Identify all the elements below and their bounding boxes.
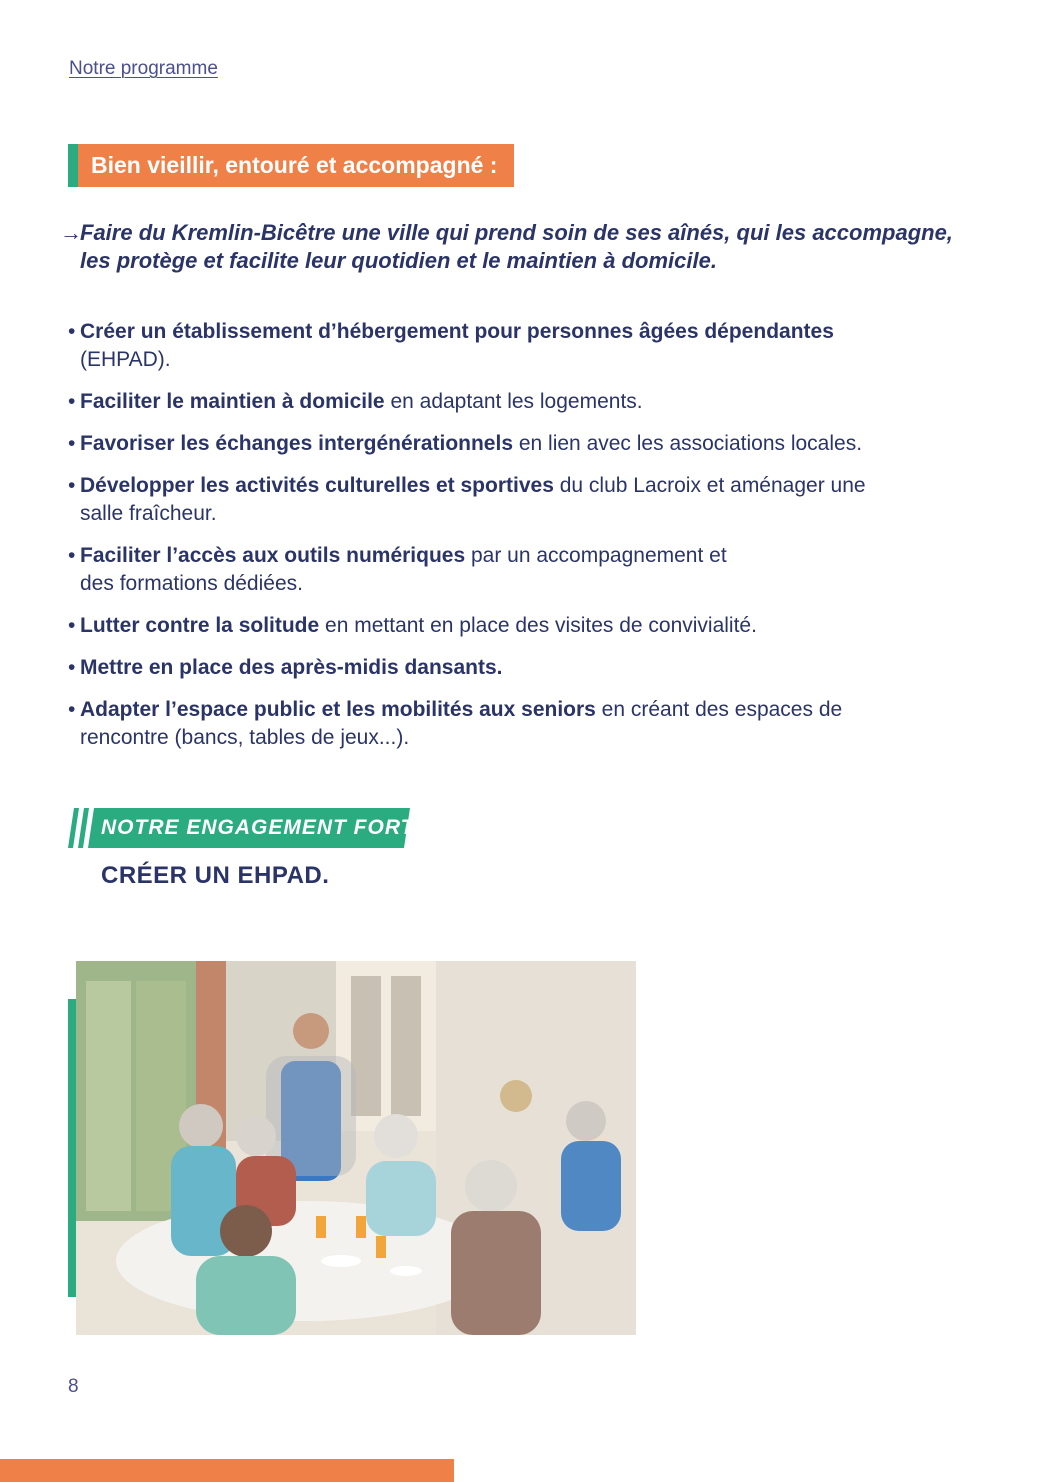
item-rest-text: en créant des espaces de rencontre (bancs, tables de jeux...). (80, 698, 843, 749)
item-strong-text: Lutter contre la solitude (80, 614, 320, 637)
arrow-right-icon: → (60, 220, 82, 245)
intro-statement (60, 219, 960, 275)
item-strong-text: Adapter l’espace public et les mobilités aux seniors (80, 698, 596, 721)
engagement-label: NOTRE ENGAGEMENT FORT : (101, 816, 430, 839)
list-item (68, 696, 868, 752)
item-strong-text: Créer un établissement d’hébergement pour personnes âgées dépendantes (80, 320, 834, 343)
engagement-text: CRÉER UN EHPAD. (101, 862, 330, 889)
intro-line-1: Faire du Kremlin-Bicêtre une ville qui prend soin de ses aînés, qui les accompagne, (80, 220, 953, 245)
item-rest-text: (EHPAD). (80, 348, 171, 371)
list-item (68, 430, 948, 458)
list-item (68, 542, 758, 598)
item-strong-text: Développer les activités culturelles et sportives (80, 474, 554, 497)
list-item (68, 472, 878, 528)
photo-elderly-dining-icon (76, 961, 636, 1335)
item-rest-text: en adaptant les logements. (384, 390, 643, 413)
page-number: 8 (68, 1376, 79, 1397)
list-item (68, 388, 948, 416)
program-list (68, 318, 948, 766)
section-title: Bien vieillir, entouré et accompagné : (91, 152, 498, 178)
section-accent-bar (68, 144, 78, 187)
item-rest-text: en lien avec les associations locales. (513, 432, 863, 455)
intro-line-2: les protège et facilite leur quotidien et le maintien à domicile. (80, 248, 717, 273)
list-item (68, 612, 948, 640)
item-strong-text: Faciliter l’accès aux outils numériques (80, 544, 466, 567)
list-item (68, 654, 948, 682)
item-rest-text: en mettant en place des visites de convivialité. (319, 614, 757, 637)
item-strong-text: Mettre en place des après-midis dansants. (80, 656, 503, 679)
list-item (68, 318, 948, 374)
breadcrumb-link[interactable]: Notre programme (69, 58, 218, 79)
item-strong-text: Faciliter le maintien à domicile (80, 390, 385, 413)
engagement-banner (68, 808, 430, 848)
item-strong-text: Favoriser les échanges intergénérationnels (80, 432, 514, 455)
section-header (68, 144, 514, 187)
item-rest-text: par un accompagnement et des formations dédiées. (80, 544, 727, 595)
item-rest-text: du club Lacroix et aménager une salle fraîcheur. (80, 474, 866, 525)
footer-accent-bar (0, 1459, 454, 1482)
